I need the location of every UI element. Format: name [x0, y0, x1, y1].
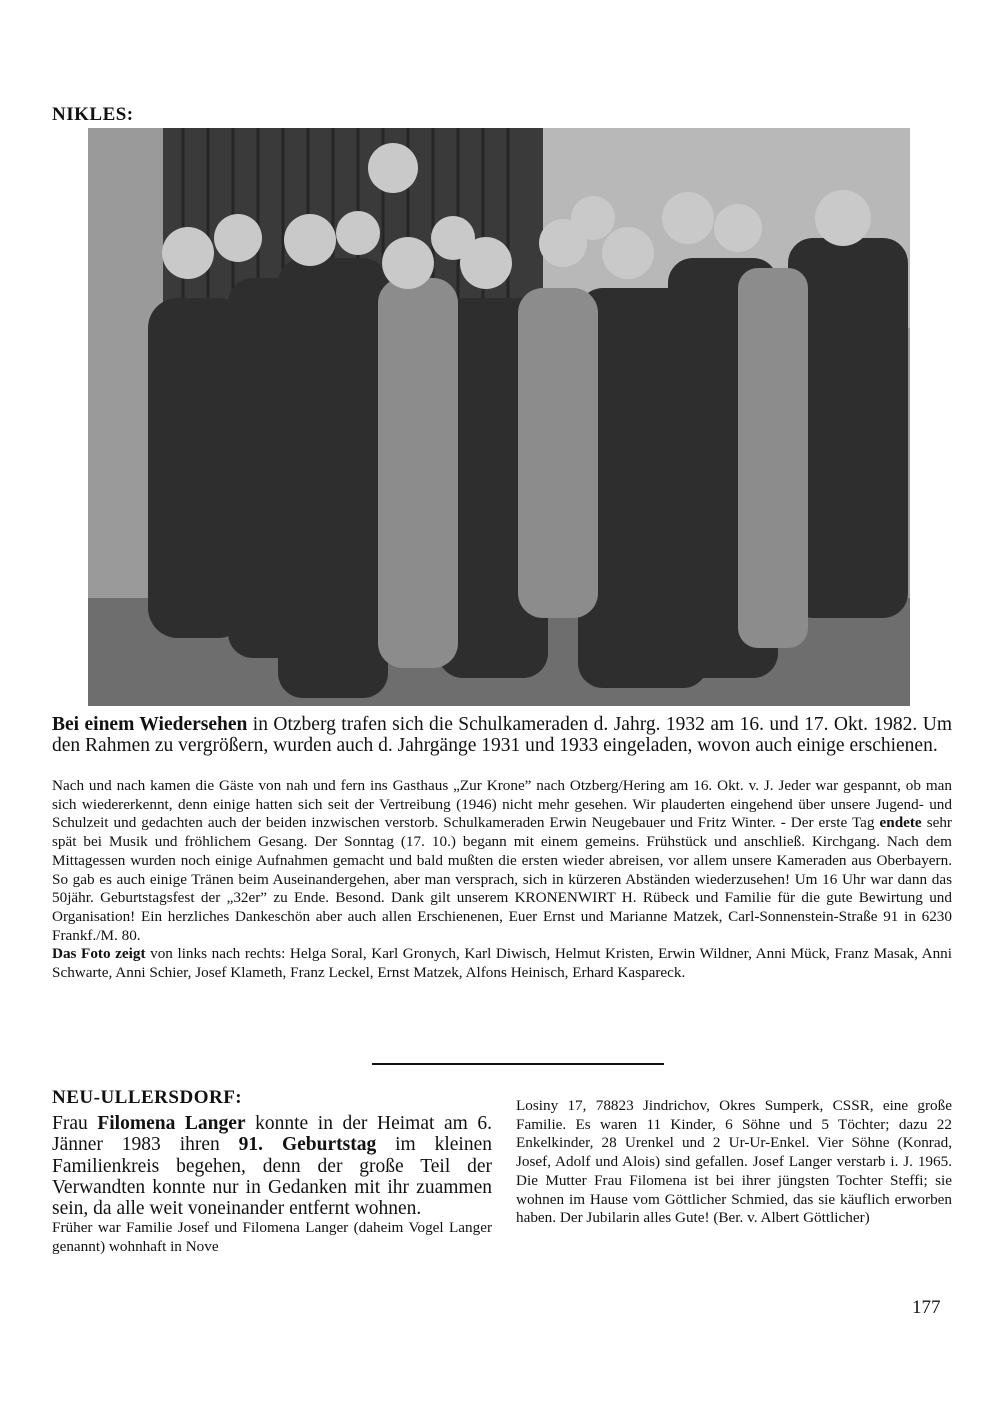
body-text-part1: Nach und nach kamen die Gäste von nah und fern ins Gasthaus „Zur Krone” nach Otzberg/Hering am 16. Okt. v. J. Jeder war gespannt, ob man sich wiedererkennt, denn einige hatten sich seit der Vertreibung (1946) nicht mehr gesehen. Wir plauderten eingehend über unsere Jugend- und Schulzeit und gedachten auch der beiden inzwischen verstorb. Schulkameraden Erwin Neugebauer und Fritz Winter. - Der erste Tag: [52, 777, 952, 832]
body-bold-foto-zeigt: Das Foto zeigt: [52, 945, 146, 963]
section-title-nikles: NIKLES:: [52, 104, 134, 125]
page-number: 177: [912, 1297, 941, 1318]
neu-right-column: [516, 1097, 952, 1228]
section-title-neu-ullersdorf: NEU-ULLERSDORF:: [52, 1087, 243, 1108]
body-text-part2: sehr spät bei Musik und fröhlichem Gesang. Der Sonntag (17. 10.) begann mit einem gemeins. Frühstück und anschließ. Kirchgang. Nach dem Mittagessen wurden noch einige Aufnahmen gemacht und bald mußten die ersten wieder abreisen, vor allem unsere Kameraden aus Oberbayern. So gab es auch einige Tränen beim Auseinandergehen, aber man versprach, sich in kürzeren Abständen wiederzusehen! Um 16 Uhr war dann das 50jähr. Geburtstagsfest der „32er” zu Ende. Besond. Dank gilt unserem KRONENWIRT H. Rübeck und Familie für die gute Bewirtung und Organisation! Ein herzliches Dankeschön aber auch allen Erschienenen, Euer Ernst und Marianne Matzek, Carl-Sonnenstein-Straße 91 in 6230 Frankf./M. 80.: [52, 814, 952, 944]
lead-text: in Otzberg trafen sich die Schulkameraden d. Jahrg. 1932 am 16. und 17. Okt. 1982. Um den Rahmen zu vergrößern, wurden auch d. Jahrgänge 1931 und 1933 eingeladen, wovon auch einige erschienen.: [52, 714, 952, 756]
neu-lead-t1: Frau: [52, 1113, 98, 1134]
body-text-part3: von links nach rechts: Helga Soral, Karl Gronych, Karl Diwisch, Helmut Kristen, Erwin Wildner, Anni Mück, Franz Masak, Anni Schwarte, Anni Schier, Josef Klameth, Franz Leckel, Ernst Matzek, Alfons Heinisch, Erhard Kaspareck.: [52, 945, 952, 982]
neu-lead-paragraph: [52, 1113, 492, 1219]
neu-lead-birthday: 91. Geburtstag: [238, 1134, 377, 1156]
neu-body-left: Früher war Familie Josef und Filomena Langer (daheim Vogel Langer genannt) wohnhaft in Nove: [52, 1219, 492, 1256]
group-photo: [88, 128, 910, 706]
section-divider: [372, 1063, 664, 1065]
nikles-body-paragraph: [52, 777, 952, 983]
neu-lead-name: Filomena Langer: [97, 1113, 246, 1134]
neu-lead-t3: im kleinen Familienkreis begehen, denn der große Teil der Verwandten konnte nur in Gedanken mit ihr zuammen sein, da alle weit voneinander entfernt wohnen.: [52, 1134, 492, 1220]
group-photo-illustration: [88, 128, 910, 706]
neu-body-right: Losiny 17, 78823 Jindrichov, Okres Sumperk, CSSR, eine große Familie. Es waren 11 Kinder, 6 Söhne und 5 Töchter; dazu 22 Enkelkinder, 28 Urenkel und 2 Ur-Ur-Enkel. Vier Söhne (Konrad, Josef, Adolf und Alois) sind gefallen. Josef Langer verstarb i. J. 1965. Die Mutter Frau Filomena ist bei ihrer jüngsten Tochter Steffi; sie wohnen im Hause vom Göttlicher Schmied, das sie käuflich erworben haben. Der Jubilarin alles Gute! (Ber. v. Albert Göttlicher): [516, 1097, 952, 1227]
body-bold-endete: endete: [879, 814, 922, 832]
nikles-lead-paragraph: [52, 714, 952, 756]
neu-left-column: [52, 1113, 492, 1257]
lead-bold-phrase: Bei einem Wiedersehen: [52, 714, 248, 735]
neu-lead-t2: konnte in der Heimat am 6. Jänner 1983 ihren: [52, 1113, 493, 1156]
